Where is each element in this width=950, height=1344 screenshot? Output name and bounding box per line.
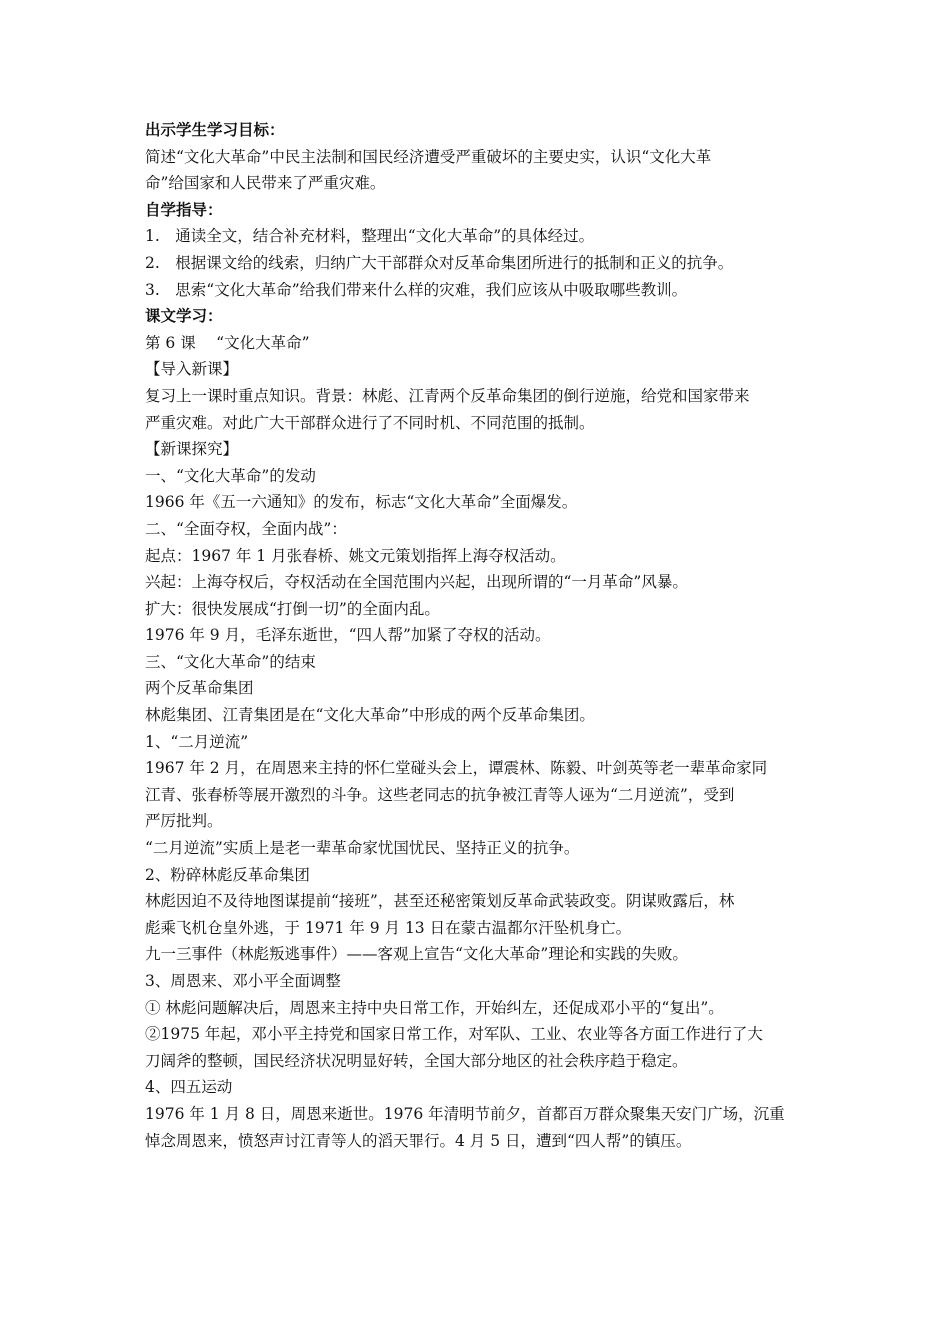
text-line: 第 6 课 “文化大革命” — [145, 333, 310, 352]
text-line: 2、粉碎林彪反革命集团 — [145, 865, 310, 884]
section-heading: 课文学习： — [145, 306, 223, 326]
text-line: 江青、张春桥等展开激烈的斗争。这些老同志的抗争被江青等人诬为“二月逆流”，受到 — [145, 785, 735, 804]
text-line: 【导入新课】 — [145, 360, 239, 379]
section-heading: 自学指导： — [145, 199, 223, 219]
text-line: 九一三事件（林彪叛逃事件）——客观上宣告“文化大革命”理论和实践的失败。 — [145, 945, 688, 964]
text-line: 二、“全面夺权，全面内战”： — [145, 519, 347, 538]
text-line: “二月逆流”实质上是老一辈革命家忧国忧民、坚持正义的抗争。 — [145, 839, 580, 858]
text-line: 复习上一课时重点知识。背景：林彪、江青两个反革命集团的倒行逆施，给党和国家带来 — [145, 386, 750, 405]
text-line: 1、“二月逆流” — [145, 732, 249, 751]
text-line: 简述“文化大革命”中民主法制和国民经济遭受严重破坏的主要史实，认识“文化大革 — [145, 147, 712, 166]
text-line: 【新课探究】 — [145, 440, 239, 459]
text-line: 1966 年《五一六通知》的发布，标志“文化大革命”全面爆发。 — [145, 493, 578, 512]
text-line: 刀阔斧的整顿，国民经济状况明显好转，全国大部分地区的社会秩序趋于稳定。 — [145, 1051, 688, 1070]
text-line: ① 林彪问题解决后，周恩来主持中央日常工作，开始纠左，还促成邓小平的“复出”。 — [145, 998, 724, 1017]
text-line: ②1975 年起，邓小平主持党和国家日常工作，对军队、工业、农业等各方面工作进行了大 — [145, 1025, 763, 1044]
text-line: 3、周恩来、邓小平全面调整 — [145, 972, 341, 990]
text-line: 兴起：上海夺权后，夺权活动在全国范围内兴起，出现所谓的“一月革命”风暴。 — [145, 573, 688, 592]
document-page — [145, 117, 810, 1154]
text-line: 三、“文化大革命”的结束 — [145, 652, 316, 671]
text-line: 4、四五运动 — [145, 1078, 233, 1097]
section-heading: 出示学生学习目标： — [145, 120, 285, 139]
text-line: 1967 年 2 月，在周恩来主持的怀仁堂碰头会上，谭震林、陈毅、叶剑英等老一辈革命家同 — [145, 759, 768, 778]
text-line: 林彪因迫不及待地图谋提前“接班”，甚至还秘密策划反革命武装政变。阴谋败露后，林 — [145, 892, 735, 911]
text-line: 1. 通读全文，结合补充材料，整理出“文化大革命”的具体经过。 — [145, 227, 595, 246]
text-line: 两个反革命集团 — [145, 679, 254, 698]
text-line: 起点：1967 年 1 月张春桥、姚文元策划指挥上海夺权活动。 — [145, 546, 566, 565]
text-line: 彪乘飞机仓皇外逃，于 1971 年 9 月 13 日在蒙古温都尔汗坠机身亡。 — [145, 918, 632, 937]
text-line: 严重灾难。对此广大干部群众进行了不同时机、不同范围的抵制。 — [145, 413, 595, 432]
text-line: 2. 根据课文给的线索，归纳广大干部群众对反革命集团所进行的抵制和正义的抗争。 — [145, 253, 734, 272]
text-line: 严厉批判。 — [145, 812, 223, 831]
text-line: 命”给国家和人民带来了严重灾难。 — [145, 174, 386, 193]
text-line: 林彪集团、江青集团是在“文化大革命”中形成的两个反革命集团。 — [145, 706, 595, 725]
text-line: 3. 思索“文化大革命”给我们带来什么样的灾难，我们应该从中吸取哪些教训。 — [145, 280, 688, 299]
text-line: 扩大：很快发展成“打倒一切”的全面内乱。 — [145, 599, 440, 618]
text-line: 1976 年 1 月 8 日，周恩来逝世。1976 年清明节前夕，首都百万群众聚集天安门广场，沉重 — [145, 1104, 785, 1123]
text-line: 一、“文化大革命”的发动 — [145, 466, 316, 485]
text-line: 1976 年 9 月，毛泽东逝世，“四人帮”加紧了夺权的活动。 — [145, 626, 551, 645]
text-line: 悼念周恩来，愤怒声讨江青等人的滔天罪行。4 月 5 日，遭到“四人帮”的镇压。 — [145, 1131, 692, 1150]
